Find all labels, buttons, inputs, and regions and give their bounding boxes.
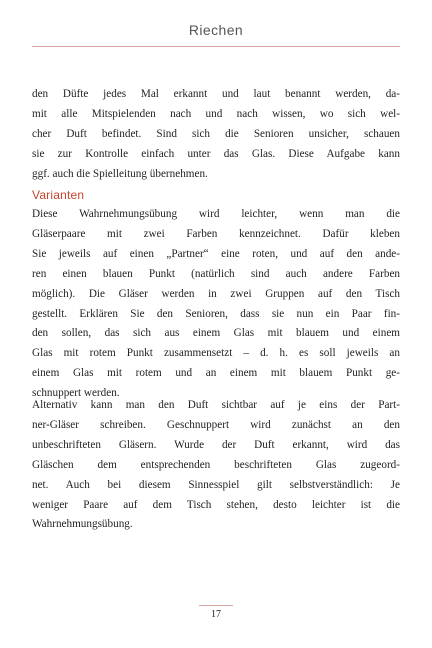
text-line: sie zur Kontrolle einfach unter das Glas. Diese Aufgabe kann — [32, 147, 400, 160]
text-line: Gläserpaare mit zwei Farben kennzeichnet. Dafür kleben — [32, 227, 400, 240]
text-line: weniger Paare auf dem Tisch stehen, desto leichter ist die — [32, 498, 400, 511]
header-divider — [32, 46, 400, 47]
page-number: 17 — [211, 609, 221, 620]
text-line: Diese Wahrnehmungsübung wird leichter, wenn man die — [32, 208, 400, 220]
text-line: cher Duft befindet. Sind sich die Senioren unsicher, schauen — [32, 127, 400, 140]
paragraph-3 — [32, 396, 400, 535]
text-line: Glas mit rotem Punkt zusammensetzt – d. h. es soll jeweils an — [32, 347, 400, 360]
text-line: schnuppert werden. — [32, 387, 120, 400]
paragraph-1 — [32, 85, 400, 185]
text-line: den Düfte jedes Mal erkannt und laut benannt werden, da- — [32, 88, 400, 100]
text-line: einem Glas mit rotem und an einem mit blauem Punkt ge- — [32, 367, 400, 380]
text-line: den sollen, das sich aus einem Glas mit blauem und einem — [32, 327, 400, 340]
text-line: unbeschrifteten Gläsern. Wurde der Duft erkannt, wird das — [32, 438, 400, 451]
text-line: Sie jeweils auf einen „Partner“ eine roten, und auf den ande- — [32, 247, 400, 260]
text-line: Wahrnehmungsübung. — [32, 518, 133, 531]
text-line: Gläschen dem entsprechenden beschrifteten Glas zugeord- — [32, 458, 400, 471]
footer-divider — [199, 605, 233, 606]
text-line: ggf. auch die Spielleitung übernehmen. — [32, 167, 208, 180]
text-line: net. Auch bei diesem Sinnesspiel gilt selbstverständlich: Je — [32, 478, 400, 491]
text-line: möglich). Die Gläser werden in zwei Gruppen auf den Tisch — [32, 287, 400, 300]
text-line: ren einen blauen Punkt (natürlich sind auch andere Farben — [32, 267, 400, 280]
text-line: ner-Gläser schreiben. Geschnuppert wird zunächst an den — [32, 418, 400, 431]
section-heading-varianten: Varianten — [32, 188, 85, 202]
running-header-title: Riechen — [188, 22, 244, 38]
text-line: gestellt. Erklären Sie den Senioren, dass sie nun ein Paar fin- — [32, 307, 400, 320]
paragraph-2 — [32, 205, 400, 404]
text-line: Alternativ kann man den Duft sichtbar auf je eins der Part- — [32, 399, 400, 411]
text-line: mit alle Mitspielenden nach und nach wissen, wo sich wel- — [32, 107, 400, 120]
